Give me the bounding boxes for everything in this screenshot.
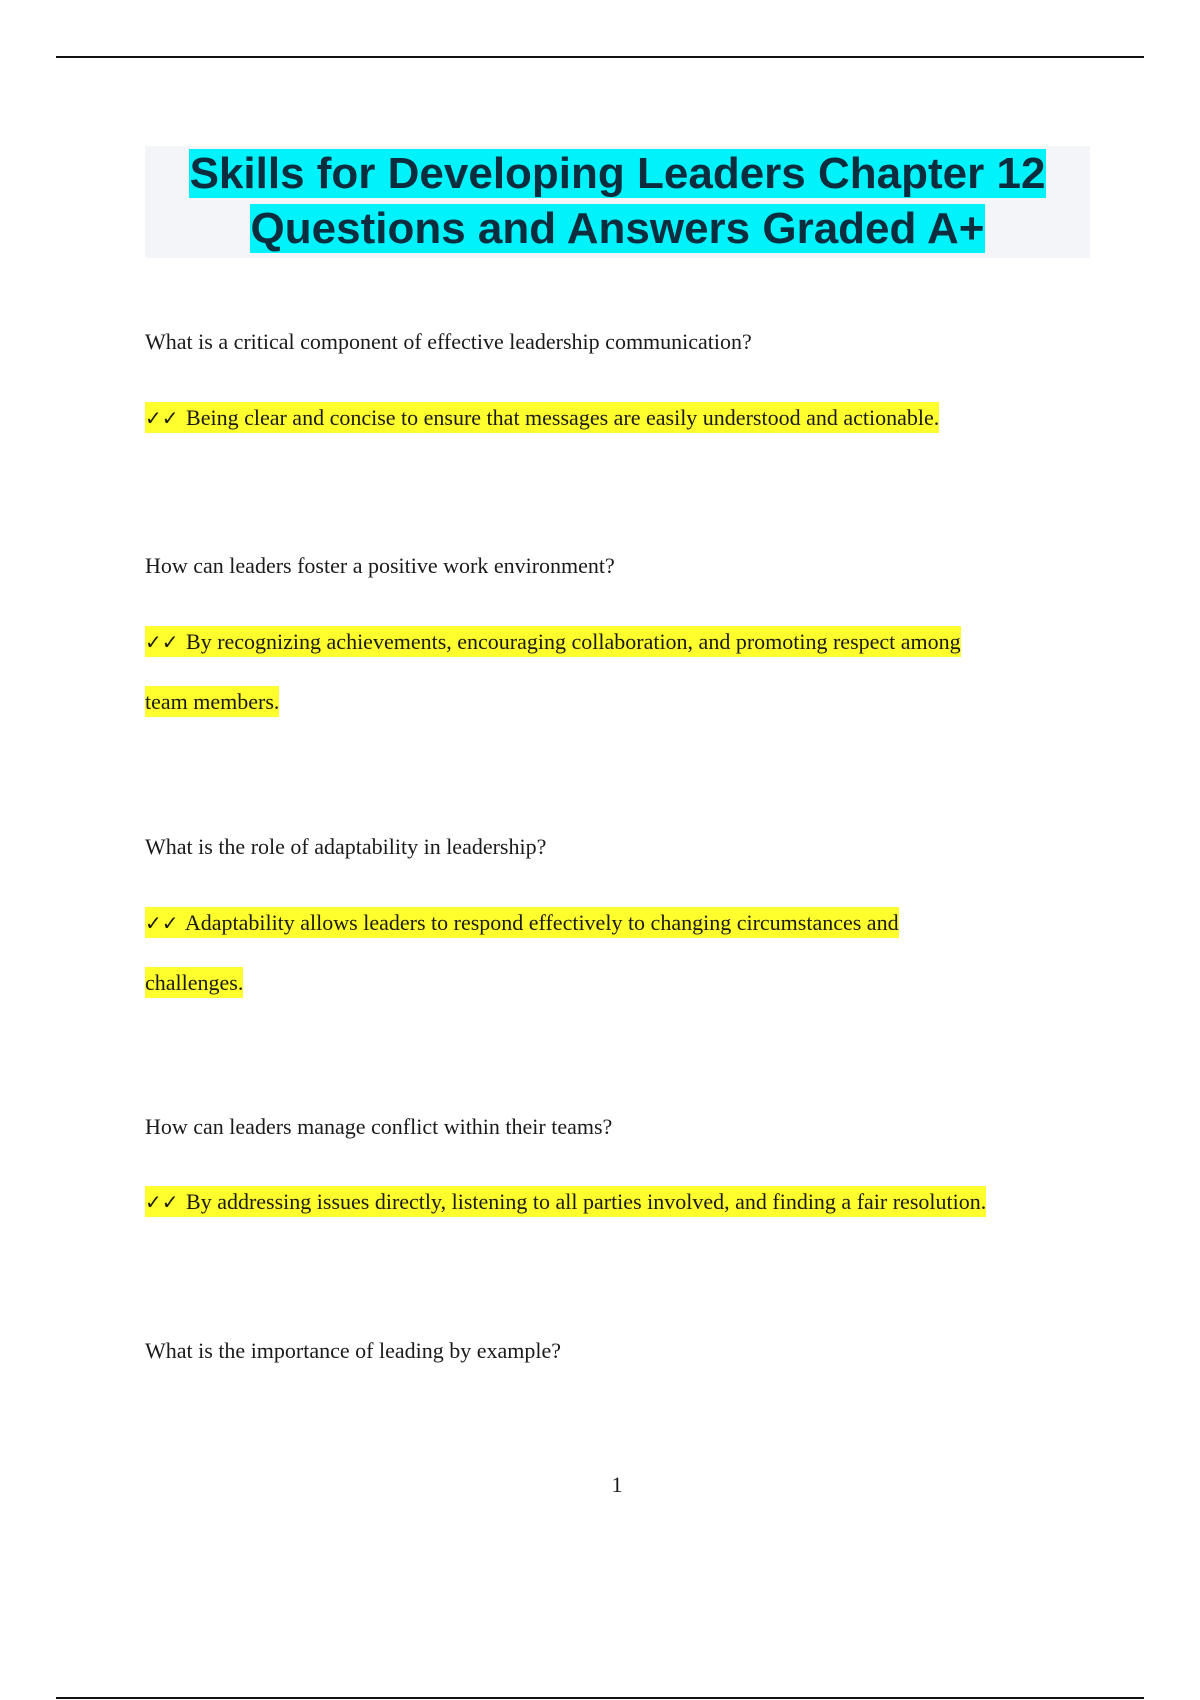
answer-3-line-2: challenges. xyxy=(145,967,243,998)
answer-1-line-1: ✓✓ Being clear and concise to ensure that messages are easily understood and actionable. xyxy=(145,402,939,433)
title-block xyxy=(145,146,1090,258)
question-3: What is the role of adaptability in leadership? xyxy=(145,834,547,859)
question-5: What is the importance of leading by example? xyxy=(145,1338,562,1363)
double-check-icon: ✓✓ xyxy=(145,630,179,654)
title-line-2: Questions and Answers Graded A+ xyxy=(250,204,985,253)
document-title xyxy=(145,146,1090,256)
bottom-rule xyxy=(56,1697,1144,1699)
title-line-1: Skills for Developing Leaders Chapter 12 xyxy=(189,149,1046,198)
answer-3 xyxy=(145,893,1105,1013)
question-1: What is a critical component of effective leadership communication? xyxy=(145,329,752,354)
answer-3-line-1: ✓✓ Adaptability allows leaders to respond effectively to changing circumstances and xyxy=(145,907,899,938)
top-rule xyxy=(56,56,1144,58)
double-check-icon: ✓✓ xyxy=(145,911,179,935)
answer-4 xyxy=(145,1172,1105,1232)
question-4: How can leaders manage conflict within their teams? xyxy=(145,1114,613,1139)
answer-2 xyxy=(145,612,1105,732)
answer-4-line-1: ✓✓ By addressing issues directly, listening to all parties involved, and finding a fair resolution. xyxy=(145,1186,986,1217)
double-check-icon: ✓✓ xyxy=(145,1190,179,1214)
double-check-icon: ✓✓ xyxy=(145,406,179,430)
answer-2-line-2: team members. xyxy=(145,686,279,717)
answer-2-line-1: ✓✓ By recognizing achievements, encouraging collaboration, and promoting respect among xyxy=(145,626,961,657)
page-number: 1 xyxy=(611,1472,623,1497)
answer-1 xyxy=(145,388,1105,448)
question-2: How can leaders foster a positive work environment? xyxy=(145,553,615,578)
